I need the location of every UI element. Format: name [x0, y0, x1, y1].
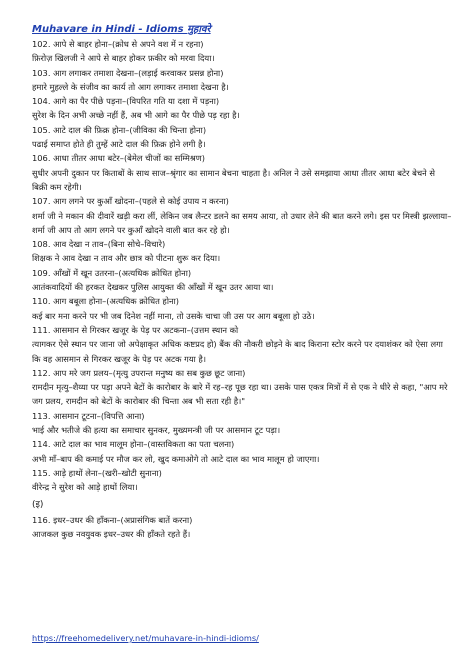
idiom-example: कई बार मना करने पर भी जब दिनेश नहीं माना, तो उसके चाचा जी उस पर आग बबूला हो उठे।: [32, 310, 315, 321]
idiom-example: पढाई समाप्त होते ही तुम्हें आटे दाल की फ़िक्र होने लगी है।: [32, 139, 206, 150]
idiom-example: फ़िरोज़ खिलजी ने आपे से बाहर होकर फ़कीर को मरवा दिया।: [32, 53, 215, 64]
idiom-heading: 112. आप मरे जग प्रलय–(मृत्यु उपरान्त मनुष्य का सब कुछ छूट जाना): [32, 367, 246, 378]
idiom-entry: [32, 237, 452, 266]
idiom-heading: 105. आटे दाल की फ़िक्र होना–(जीविका की चिन्ता होना): [32, 124, 207, 135]
idiom-entry: [32, 409, 452, 438]
idiom-entry: [32, 437, 452, 466]
idiom-list: [32, 37, 452, 541]
idiom-entry: [32, 366, 452, 409]
idiom-heading: 102. आपे से बाहर होना–(क्रोध से अपने वश में न रहना): [32, 39, 204, 49]
idiom-example: भाई और भतीजे की हत्या का समाचार सुनकर, मुख्यमन्त्री जी पर आसमान टूट पड़ा।: [32, 425, 281, 436]
idiom-heading: 109. आँखों में खून उतरना–(अत्यधिक क्रोधित होना): [32, 267, 192, 278]
idiom-entry: [32, 513, 452, 542]
idiom-example: सुरेश के दिन अभी अच्छे नहीं हैं, अब भी आगे का पैर पीछे पड़ रहा है।: [32, 110, 240, 121]
idiom-example: हमारे मुहल्ले के संजीव का कार्य तो आग लगाकर तमाशा देखना है।: [32, 81, 229, 92]
idiom-heading: 113. आसमान टूटना–(विपत्ति आना): [32, 410, 145, 421]
idiom-entry: [32, 266, 452, 295]
idiom-heading: 106. आधा तीतर आधा बटेर–(बेमेल चीजों का सम्मिश्रण): [32, 153, 205, 164]
idiom-heading: 104. आगे का पैर पीछे पड़ना–(विपरित गति या दशा में पड़ना): [32, 96, 220, 107]
idiom-entry: [32, 94, 452, 123]
idiom-entry: [32, 194, 452, 237]
idiom-example: अभी माँ–बाप की कमाई पर मौज कर लो, खुद कमाओगे तो आटे दाल का भाव मालूम हो जाएगा।: [32, 453, 320, 464]
idiom-entry: [32, 323, 452, 366]
idiom-entry: [32, 151, 452, 194]
idiom-example: शिक्षक ने आव देखा न ताव और छात्र को पीटना शुरू कर दिया।: [32, 253, 221, 264]
idiom-example: त्यागकर ऐसे स्थान पर जाना जो अपेक्षाकृत अधिक कष्टप्रद हो) बैंक की नौकरी छोड़ने के बाद किराना स्टोर करने पर दयाशंकर को ऐसा लगा कि वह आसमान से गिरकर खजूर के पेड़ पर अटक गया है।: [32, 339, 443, 364]
idiom-heading: 111. आसमान से गिरकर खजूर के पेड़ पर अटकना–(उत्तम स्थान को: [32, 324, 239, 335]
idiom-example: रामदीन मृत्यु–शैय्या पर पड़ा अपने बेटों के कारोबार के बारे में रह–रह पूछ रहा था। उसके पास एकत्र मित्रों में से एक ने धीरे से कहा, "आप मरे जग प्रलय, रामदीन को बेटों के कारोबार की चिन्ता अब भी सता रही है।": [32, 382, 448, 407]
idiom-example: आजकल कुछ नवयुवक इधर–उधर की हाँकते रहते हैं।: [32, 528, 191, 539]
source-link[interactable]: https://freehomedelivery.net/muhavare-in-hindi-idioms/: [32, 633, 259, 643]
idiom-entry: [32, 466, 452, 495]
idiom-example: वीरेन्द्र ने सुरेश को आड़े हाथों लिया।: [32, 482, 138, 493]
document-page: [32, 22, 452, 541]
idiom-heading: 103. आग लगाकर तमाशा देखना–(लड़ाई करवाकर प्रसन्न होना): [32, 67, 224, 78]
idiom-heading: 115. आड़े हाथों लेना–(खरी–खोटी सुनाना): [32, 467, 162, 478]
idiom-example: सुधीर अपनी दुकान पर किताबों के साथ साज–श्रृंगार का सामान बेचना चाहता है। अनिल ने उसे समझाया आधा तीतर आधा बटेर बेचने से बिक्री कम रहेगी।: [32, 167, 436, 192]
idiom-heading: 116. इधर–उधर की हाँकना–(अप्रासंगिक बातें करना): [32, 514, 193, 525]
idiom-entry: [32, 123, 452, 152]
idiom-entry: [32, 66, 452, 95]
page-title: Muhavare in Hindi - Idioms मुहावरे: [32, 24, 211, 35]
idiom-heading: 110. आग बबूला होना–(अत्यधिक क्रोधित होना): [32, 296, 179, 307]
idiom-entry: [32, 37, 452, 66]
idiom-example: आतंकवादियों की हरकत देखकर पुलिस आयुक्त की आँखों में खून उतर आया था।: [32, 282, 274, 293]
idiom-heading: 114. आटे दाल का भाव मालूम होना–(वास्तविकता का पता चलना): [32, 439, 235, 450]
idiom-example: शर्मा जी ने मकान की दीवारें खड़ी करा लीं, लेकिन जब लैन्टर डलने का समय आया, तो उधार लेने की बात करने लगे। इस पर मिस्त्री झल्लाया–शर्मा जी आप तो आग लगने पर कुआँ खोदने वाली बात कर रहे हो।: [32, 210, 452, 235]
idiom-heading: 108. आव देखा न ताव–(बिना सोचे–विचारे): [32, 239, 166, 250]
idiom-entry: [32, 294, 452, 323]
section-label: (इ): [32, 499, 44, 510]
idiom-heading: 107. आग लगने पर कुआँ खोदना–(पहले से कोई उपाय न करना): [32, 196, 229, 207]
